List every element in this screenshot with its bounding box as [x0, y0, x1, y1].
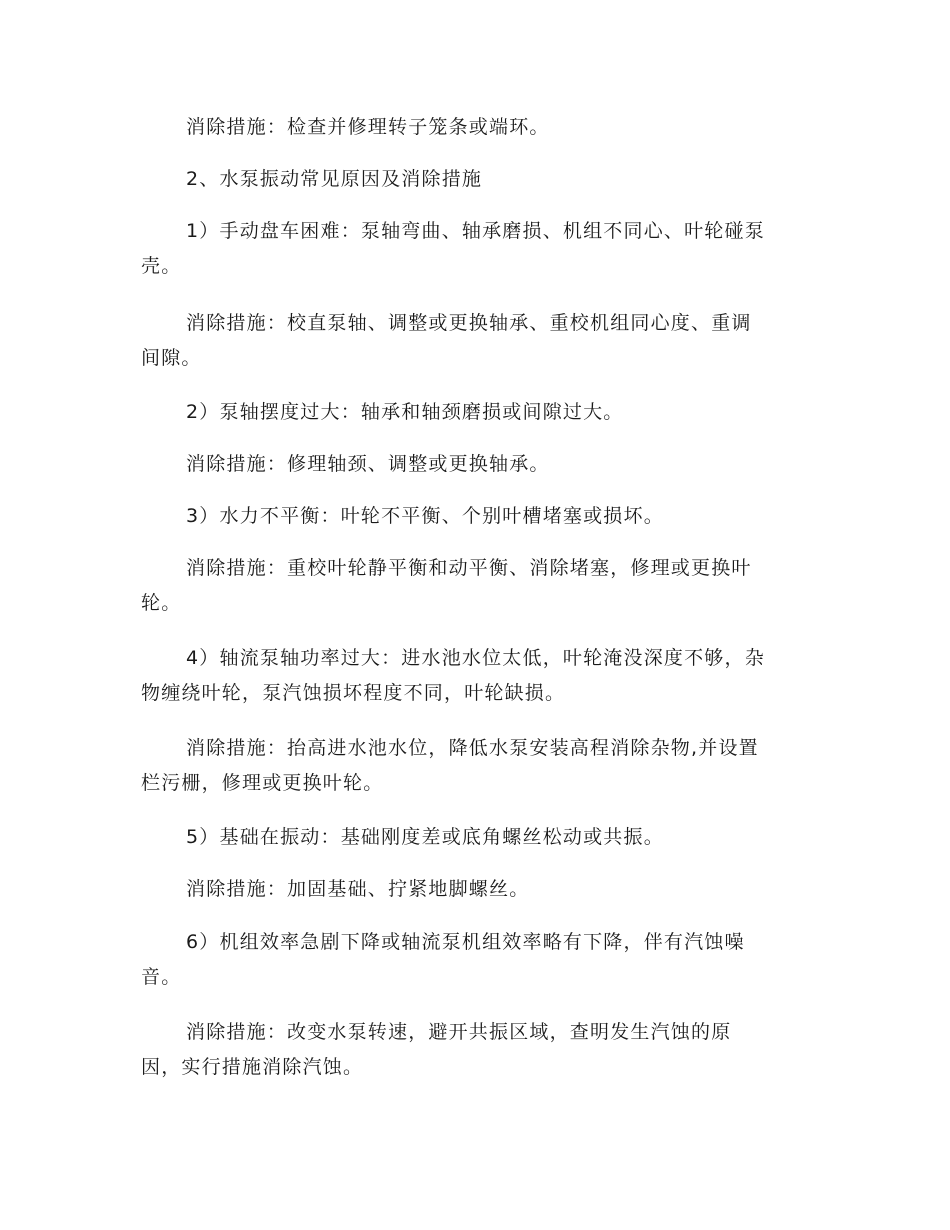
text-line: 5）基础在振动：基础刚度差或底角螺丝松动或共振。 — [186, 826, 664, 848]
text-line: 消除措施：改变水泵转速，避开共振区域，查明发生汽蚀的原 — [186, 1021, 732, 1043]
text-line: 物缠绕叶轮，泵汽蚀损坏程度不同，叶轮缺损。 — [141, 682, 566, 704]
text-line: 6）机组效率急剧下降或轴流泵机组效率略有下降，伴有汽蚀噪 — [186, 931, 745, 953]
text-line: 音。 — [141, 966, 182, 988]
text-line: 壳。 — [141, 255, 182, 277]
text-line: 消除措施：重校叶轮静平衡和动平衡、消除堵塞，修理或更换叶 — [186, 557, 752, 579]
text-line: 4）轴流泵轴功率过大：进水池水位太低，叶轮淹没深度不够，杂 — [186, 647, 765, 669]
paragraph — [141, 110, 811, 145]
text-line: 轮。 — [141, 592, 182, 614]
paragraph — [141, 641, 811, 711]
text-line: 1）手动盘车困难：泵轴弯曲、轴承磨损、机组不同心、叶轮碰泵 — [186, 220, 765, 242]
paragraph — [141, 395, 811, 430]
paragraph — [141, 306, 811, 376]
text-line: 3）水力不平衡：叶轮不平衡、个别叶槽堵塞或损坏。 — [186, 505, 664, 527]
text-line: 消除措施：修理轴颈、调整或更换轴承。 — [186, 453, 550, 475]
paragraph — [141, 1015, 811, 1085]
paragraph — [141, 214, 811, 284]
text-line: 消除措施：校直泵轴、调整或更换轴承、重校机组同心度、重调 — [186, 312, 752, 334]
section-heading — [141, 162, 811, 197]
text-line: 消除措施：检查并修理转子笼条或端环。 — [186, 116, 550, 138]
paragraph — [141, 872, 811, 907]
text-line: 2、水泵振动常见原因及消除措施 — [186, 168, 483, 190]
text-line: 2）泵轴摆度过大：轴承和轴颈磨损或间隙过大。 — [186, 401, 624, 423]
paragraph — [141, 447, 811, 482]
text-line: 间隙。 — [141, 347, 202, 369]
paragraph — [141, 551, 811, 621]
text-line: 栏污栅，修理或更换叶轮。 — [141, 772, 384, 794]
text-line: 因，实行措施消除汽蚀。 — [141, 1056, 364, 1078]
paragraph — [141, 925, 811, 995]
text-line: 消除措施：加固基础、拧紧地脚螺丝。 — [186, 878, 530, 900]
paragraph — [141, 499, 811, 534]
paragraph — [141, 731, 811, 801]
paragraph — [141, 820, 811, 855]
text-line: 消除措施：抬高进水池水位，降低水泵安装高程消除杂物,并设置 — [186, 737, 759, 759]
